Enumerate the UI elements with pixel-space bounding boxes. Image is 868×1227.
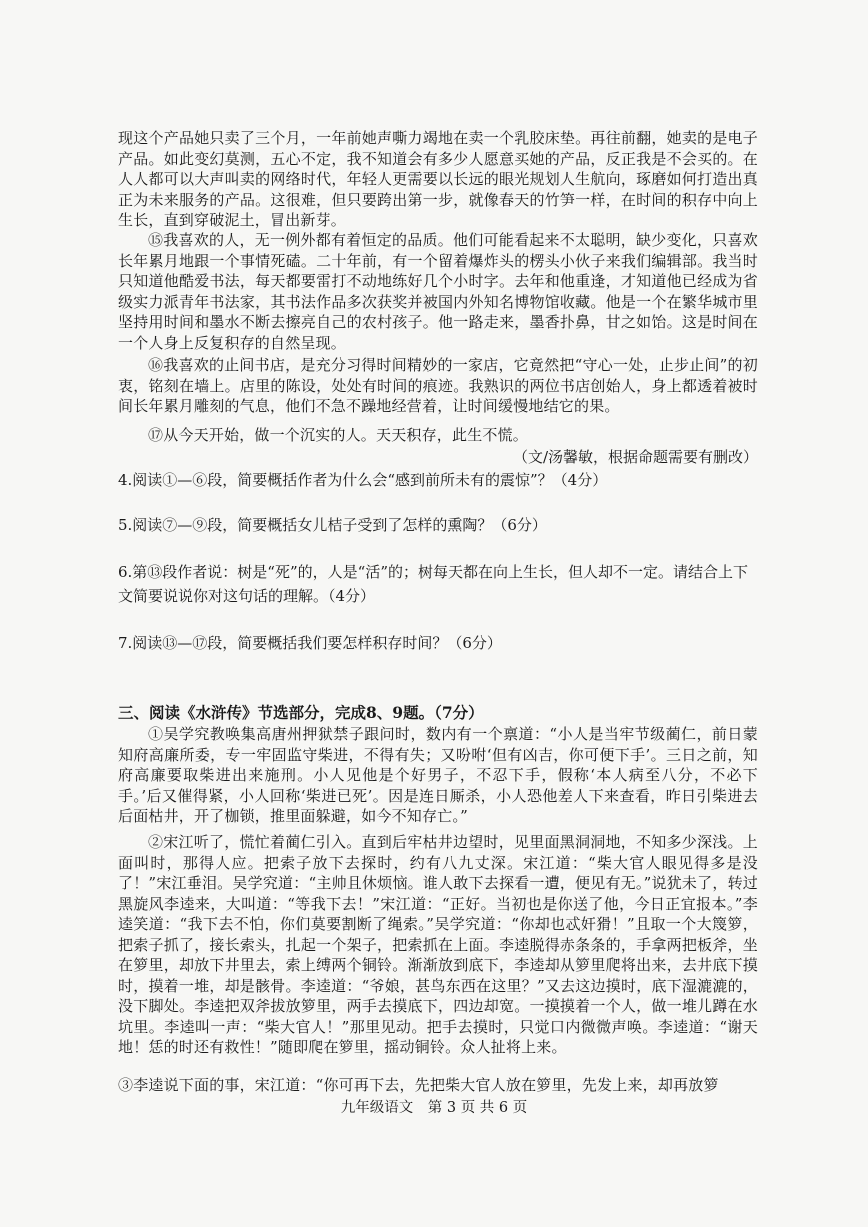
question-6: 6.第⑬段作者说：树是“死”的，人是“活”的；树每天都在向上生长，但人却不一定。请结合上下文简要说说你对这句话的理解。（4分） xyxy=(118,563,748,605)
section-3-heading: 三、阅读《水浒传》节选部分，完成8、9题。（7分） xyxy=(118,703,484,722)
article-paragraph-16: ⑯我喜欢的止间书店，是充分习得时间精妙的一家店，它竟然把“守心一处，止步止间”的初衷，铭刻在墙上。店里的陈设，处处有时间的痕迹。我熟识的两位书店创始人，身上都透着被时间长年累月雕刻的气息，他们不急不躁地经营着，让时间缓慢地结它的果。 xyxy=(118,356,758,415)
excerpt-paragraph-3: ③李逵说下面的事，宋江道：“你可再下去，先把柴大官人放在箩里，先发上来，却再放箩 xyxy=(118,1076,719,1094)
excerpt-paragraph-1: ①吴学究教唤集高唐州押狱禁子跟问时，数内有一个禀道：“小人是当牢节级蔺仁，前日蒙知府高廉所委，专一牢固监守柴进，不得有失；又吩咐‘但有凶吉，你可便下手’。三日之前，知府高廉要取柴进出来施刑。小人见他是个好男子，不忍下手，假称‘本人病至八分，不必下手。’后又催得紧，小人回称‘柴进已死’。因是连日厮杀，小人恐他差人下来查看，昨日引柴进去后面枯井，开了枷锁，推里面躲避，如今不知存亡。” xyxy=(118,725,758,825)
question-4: 4.阅读①—⑥段，简要概括作者为什么会“感到前所未有的震惊”？（4分） xyxy=(118,471,608,489)
question-5: 5.阅读⑦—⑨段，简要概括女儿桔子受到了怎样的熏陶？（6分） xyxy=(118,516,547,534)
page-footer: 九年级语文 第 3 页 共 6 页 xyxy=(340,1100,528,1116)
article-source: （文/汤馨敏，根据命题需要有删改） xyxy=(512,448,758,466)
article-paragraph-15: ⑮我喜欢的人，无一例外都有着恒定的品质。他们可能看起来不太聪明，缺少变化，只喜欢长年累月地跟一个事情死磕。二十年前，有一个留着爆炸头的楞头小伙子来我们编辑部。我当时只知道他酷爱书法，每天都要雷打不动地练好几个小时字。去年和他重逢，才知道他已经成为省级实力派青年书法家，其书法作品多次获奖并被国内外知名博物馆收藏。他是一个在繁华城市里坚持用时间和墨水不断去擦亮自己的农村孩子。他一路走来，墨香扑鼻，甘之如饴。这是时间在一个人身上反复积存的自然呈现。 xyxy=(118,231,758,352)
article-paragraph-17: ⑰从今天开始，做一个沉实的人。天天积存，此生不慌。 xyxy=(148,426,529,444)
excerpt-paragraph-2: ②宋江听了，慌忙着蔺仁引入。直到后牢枯井边望时，见里面黑洞洞地，不知多少深浅。上面叫时，那得人应。把索子放下去探时，约有八九丈深。宋江道：“柴大官人眼见得多是没了！”宋江垂泪。吴学究道：“主帅且休烦恼。谁人敢下去探看一遭，便见有无。”说犹未了，转过黑旋风李逵来，大叫道：“等我下去！”宋江道：“正好。当初也是你送了他，今日正宜报本。”李逵笑道：“我下去不怕，你们莫要割断了绳索。”吴学究道：“你却也忒奸猾！”且取一个大篾箩，把索子抓了，接长索头，扎起一个架子，把索抓在上面。李逵脱得赤条条的，手拿两把板斧，坐在箩里，却放下井里去，索上缚两个铜铃。渐渐放到底下，李逵却从箩里爬将出来，去井底下摸时，摸着一堆，却是骸骨。李逵道：“爷娘，甚鸟东西在这里？”又去这边摸时，底下湿漉漉的，没下脚处。李逵把双斧拔放箩里，两手去摸底下，四边却宽。一摸摸着一个人，做一堆儿蹲在水坑里。李逵叫一声：“柴大官人！”那里见动。把手去摸时，只觉口内微微声唤。李逵道：“谢天地！恁的时还有救性！”随即爬在箩里，摇动铜铃。众人扯将上来。 xyxy=(118,833,758,1056)
question-7: 7.阅读⑬—⑰段，简要概括我们要怎样积存时间？（6分） xyxy=(118,634,502,652)
article-paragraph-continued: 现这个产品她只卖了三个月，一年前她声嘶力竭地在卖一个乳胶床垫。再往前翻，她卖的是电子产品。如此变幻莫测，五心不定，我不知道会有多少人愿意买她的产品，反正我是不会买的。在人人都可以大声叫卖的网络时代，年轻人更需要以长远的眼光规划人生航向，琢磨如何打造出真正为未来服务的产品。这很难，但只要跨出第一步，就像春天的竹笋一样，在时间的积存中向上生长，直到穿破泥土，冒出新芽。 xyxy=(118,129,758,229)
